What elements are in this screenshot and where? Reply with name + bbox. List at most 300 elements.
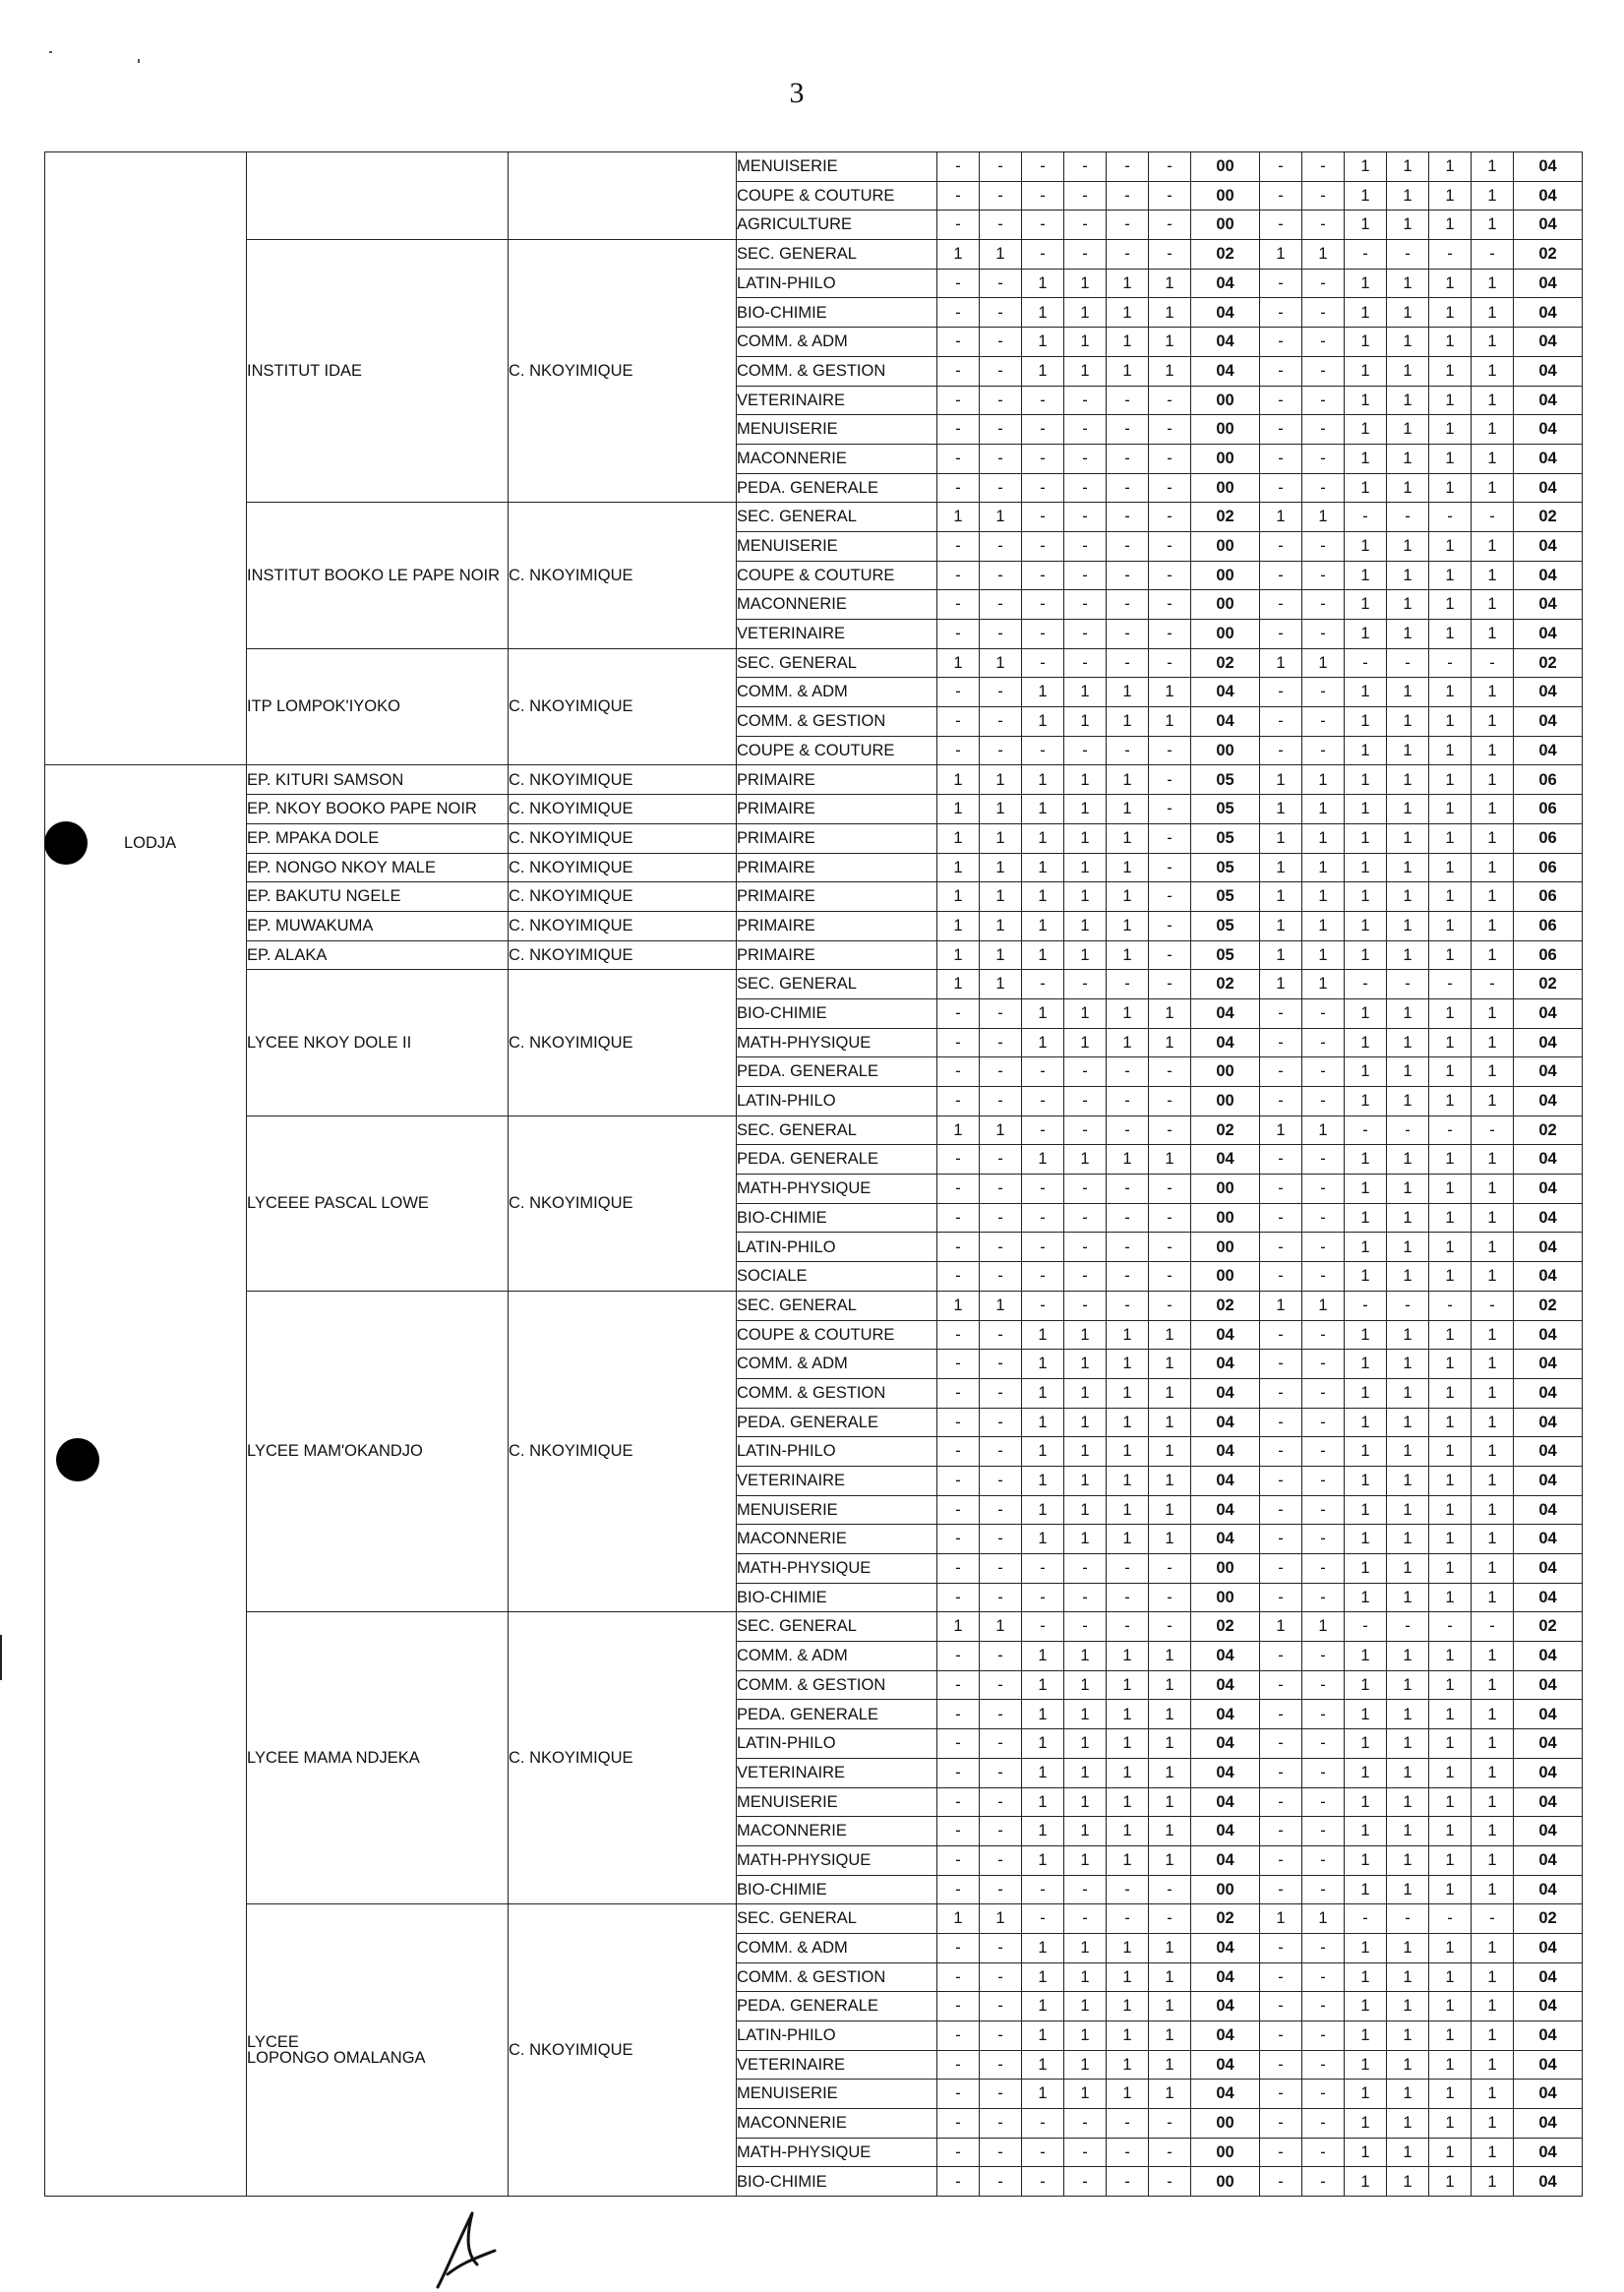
class-cell: 1 xyxy=(1387,1320,1429,1350)
class-cell: - xyxy=(1302,211,1345,240)
class-cell: 1 xyxy=(1149,2050,1191,2080)
regime-name: C. NKOYIMIQUE xyxy=(509,1116,737,1291)
option-name: COMM. & GESTION xyxy=(737,356,937,386)
class-cell: 1 xyxy=(1472,211,1514,240)
regime-name: C. NKOYIMIQUE xyxy=(509,823,737,853)
class-cell: - xyxy=(1022,444,1064,473)
class-cell: - xyxy=(1429,240,1472,270)
class-cell: - xyxy=(980,1525,1022,1554)
total-cell: 04 xyxy=(1514,1845,1583,1875)
class-cell: - xyxy=(937,590,980,620)
class-cell: 1 xyxy=(1345,2167,1387,2197)
class-cell: 1 xyxy=(1022,1408,1064,1437)
total-cell: 04 xyxy=(1191,1408,1260,1437)
class-cell: - xyxy=(1064,211,1107,240)
class-cell: 1 xyxy=(1302,795,1345,824)
school-name: EP. ALAKA xyxy=(247,940,509,970)
class-cell: - xyxy=(1260,1145,1302,1175)
class-cell: - xyxy=(1149,940,1191,970)
class-cell: 1 xyxy=(1064,1320,1107,1350)
class-cell: - xyxy=(1149,911,1191,940)
class-cell: - xyxy=(937,561,980,590)
class-cell: 1 xyxy=(1472,1057,1514,1087)
class-cell: - xyxy=(1260,736,1302,765)
class-cell: 1 xyxy=(1345,1583,1387,1612)
option-name: SEC. GENERAL xyxy=(737,1612,937,1642)
class-cell: - xyxy=(1260,328,1302,357)
class-cell: 1 xyxy=(1064,1028,1107,1057)
class-cell: - xyxy=(1107,415,1149,445)
class-cell: 1 xyxy=(1345,620,1387,649)
class-cell: - xyxy=(1302,356,1345,386)
class-cell: - xyxy=(1149,1087,1191,1116)
class-cell: 1 xyxy=(1022,269,1064,298)
class-cell: 1 xyxy=(1387,2080,1429,2109)
total-cell: 04 xyxy=(1514,1670,1583,1700)
class-cell: 1 xyxy=(1429,1233,1472,1262)
option-name: BIO-CHIMIE xyxy=(737,2167,937,2197)
class-cell: 1 xyxy=(1429,1992,1472,2021)
total-cell: 04 xyxy=(1191,1729,1260,1759)
class-cell: 1 xyxy=(1472,1670,1514,1700)
class-cell: - xyxy=(1387,1904,1429,1934)
class-cell: 1 xyxy=(1260,240,1302,270)
class-cell: 1 xyxy=(1149,1437,1191,1467)
class-cell: - xyxy=(1107,970,1149,999)
class-cell: - xyxy=(1387,1291,1429,1320)
class-cell: - xyxy=(1260,2138,1302,2167)
class-cell: - xyxy=(1107,620,1149,649)
class-cell: - xyxy=(980,1670,1022,1700)
class-cell: - xyxy=(1345,1291,1387,1320)
class-cell: 1 xyxy=(1387,1845,1429,1875)
total-cell: 04 xyxy=(1514,386,1583,415)
class-cell: - xyxy=(1302,1962,1345,1992)
total-cell: 02 xyxy=(1514,1612,1583,1642)
class-cell: 1 xyxy=(1345,1933,1387,1962)
class-cell: - xyxy=(980,1320,1022,1350)
table-row xyxy=(45,911,1583,940)
option-name: COMM. & ADM xyxy=(737,678,937,707)
option-name: BIO-CHIMIE xyxy=(737,1583,937,1612)
regime-name: C. NKOYIMIQUE xyxy=(509,882,737,912)
total-cell: 04 xyxy=(1514,1087,1583,1116)
class-cell: 1 xyxy=(937,1612,980,1642)
regime-name: C. NKOYIMIQUE xyxy=(509,1612,737,1904)
class-cell: - xyxy=(1302,415,1345,445)
class-cell: - xyxy=(980,1817,1022,1846)
table-row xyxy=(45,648,1583,678)
total-cell: 04 xyxy=(1514,1028,1583,1057)
class-cell: - xyxy=(1302,1203,1345,1233)
class-cell: 1 xyxy=(1345,707,1387,737)
class-cell: 1 xyxy=(1387,707,1429,737)
class-cell: 1 xyxy=(1472,1642,1514,1671)
class-cell: 1 xyxy=(1022,1525,1064,1554)
class-cell: 1 xyxy=(1107,1525,1149,1554)
class-cell: 1 xyxy=(1345,678,1387,707)
class-cell: - xyxy=(1064,1057,1107,1087)
class-cell: 1 xyxy=(1472,590,1514,620)
class-cell: 1 xyxy=(1302,970,1345,999)
class-cell: 1 xyxy=(1345,882,1387,912)
class-cell: - xyxy=(1064,1612,1107,1642)
class-cell: 1 xyxy=(1387,1145,1429,1175)
class-cell: 1 xyxy=(1429,1700,1472,1729)
class-cell: 1 xyxy=(1429,152,1472,182)
class-cell: 1 xyxy=(1472,2109,1514,2139)
class-cell: - xyxy=(937,356,980,386)
class-cell: 1 xyxy=(1345,444,1387,473)
class-cell: 1 xyxy=(1429,1817,1472,1846)
class-cell: - xyxy=(1022,736,1064,765)
total-cell: 04 xyxy=(1514,1378,1583,1408)
total-cell: 04 xyxy=(1514,1495,1583,1525)
class-cell: - xyxy=(937,386,980,415)
class-cell: 1 xyxy=(1107,998,1149,1028)
class-cell: 1 xyxy=(1429,2021,1472,2051)
class-cell: 1 xyxy=(1022,1992,1064,2021)
class-cell: - xyxy=(1149,2109,1191,2139)
class-cell: 1 xyxy=(1149,1933,1191,1962)
class-cell: 1 xyxy=(1345,1700,1387,1729)
class-cell: 1 xyxy=(1107,1350,1149,1379)
class-cell: - xyxy=(1302,1525,1345,1554)
class-cell: - xyxy=(1429,648,1472,678)
class-cell: 1 xyxy=(1429,1933,1472,1962)
class-cell: - xyxy=(1429,970,1472,999)
class-cell: - xyxy=(937,1583,980,1612)
regime-name: C. NKOYIMIQUE xyxy=(509,765,737,795)
class-cell: 1 xyxy=(937,823,980,853)
class-cell: - xyxy=(937,2050,980,2080)
class-cell: - xyxy=(1022,386,1064,415)
class-cell: 1 xyxy=(1107,882,1149,912)
class-cell: 1 xyxy=(1302,648,1345,678)
table-row xyxy=(45,1904,1583,1934)
class-cell: 1 xyxy=(1064,1495,1107,1525)
class-cell: - xyxy=(1260,1320,1302,1350)
total-cell: 05 xyxy=(1191,940,1260,970)
option-name: MATH-PHYSIQUE xyxy=(737,2138,937,2167)
class-cell: - xyxy=(980,678,1022,707)
total-cell: 04 xyxy=(1514,1233,1583,1262)
class-cell: - xyxy=(980,1175,1022,1204)
class-cell: - xyxy=(1149,1262,1191,1292)
total-cell: 04 xyxy=(1514,2138,1583,2167)
class-cell: - xyxy=(1260,2167,1302,2197)
class-cell: - xyxy=(1149,648,1191,678)
class-cell: 1 xyxy=(1472,2138,1514,2167)
class-cell: 1 xyxy=(1149,1525,1191,1554)
class-cell: 1 xyxy=(1429,269,1472,298)
class-cell: - xyxy=(937,1962,980,1992)
class-cell: 1 xyxy=(1064,765,1107,795)
class-cell: - xyxy=(1149,853,1191,882)
class-cell: 1 xyxy=(1429,328,1472,357)
option-name: LATIN-PHILO xyxy=(737,1233,937,1262)
class-cell: - xyxy=(1302,707,1345,737)
class-cell: - xyxy=(1260,298,1302,328)
class-cell: 1 xyxy=(1472,707,1514,737)
option-name: VETERINAIRE xyxy=(737,386,937,415)
class-cell: - xyxy=(1022,1875,1064,1904)
class-cell: 1 xyxy=(1345,211,1387,240)
option-name: AGRICULTURE xyxy=(737,211,937,240)
total-cell: 00 xyxy=(1191,386,1260,415)
class-cell: 1 xyxy=(1064,1845,1107,1875)
class-cell: - xyxy=(1107,2138,1149,2167)
school-name: INSTITUT BOOKO LE PAPE NOIR xyxy=(247,503,509,648)
class-cell: 1 xyxy=(1107,1817,1149,1846)
class-cell: 1 xyxy=(1107,1437,1149,1467)
total-cell: 04 xyxy=(1191,2021,1260,2051)
class-cell: - xyxy=(980,152,1022,182)
total-cell: 00 xyxy=(1191,473,1260,503)
class-cell: 1 xyxy=(1022,1787,1064,1817)
class-cell: - xyxy=(1302,1933,1345,1962)
class-cell: 1 xyxy=(1472,1087,1514,1116)
class-cell: 1 xyxy=(1107,1408,1149,1437)
class-cell: 1 xyxy=(1107,356,1149,386)
class-cell: 1 xyxy=(1064,1758,1107,1787)
class-cell: 1 xyxy=(1064,1437,1107,1467)
class-cell: - xyxy=(1260,1525,1302,1554)
total-cell: 00 xyxy=(1191,1175,1260,1204)
class-cell: 1 xyxy=(1472,415,1514,445)
total-cell: 04 xyxy=(1514,1962,1583,1992)
class-cell: 1 xyxy=(1472,531,1514,561)
option-name: MENUISERIE xyxy=(737,531,937,561)
class-cell: 1 xyxy=(1022,1350,1064,1379)
class-cell: 1 xyxy=(1429,1320,1472,1350)
class-cell: 1 xyxy=(1345,2021,1387,2051)
class-cell: 1 xyxy=(1345,1408,1387,1437)
class-cell: - xyxy=(1302,1729,1345,1759)
class-cell: 1 xyxy=(1064,1378,1107,1408)
class-cell: - xyxy=(1149,531,1191,561)
class-cell: - xyxy=(1260,2080,1302,2109)
option-name: VETERINAIRE xyxy=(737,1758,937,1787)
option-name: COMM. & ADM xyxy=(737,1642,937,1671)
class-cell: 1 xyxy=(1472,328,1514,357)
class-cell: 1 xyxy=(937,240,980,270)
class-cell: 1 xyxy=(1345,1057,1387,1087)
total-cell: 00 xyxy=(1191,1554,1260,1584)
option-name: BIO-CHIMIE xyxy=(737,998,937,1028)
option-name: PEDA. GENERALE xyxy=(737,1145,937,1175)
class-cell: - xyxy=(1260,1057,1302,1087)
class-cell: 1 xyxy=(1345,1233,1387,1262)
class-cell: 1 xyxy=(1345,269,1387,298)
class-cell: 1 xyxy=(1345,1145,1387,1175)
option-name: BIO-CHIMIE xyxy=(737,1203,937,1233)
class-cell: - xyxy=(1064,1262,1107,1292)
class-cell: 1 xyxy=(1387,590,1429,620)
class-cell: 1 xyxy=(1429,1028,1472,1057)
class-cell: 1 xyxy=(1149,1320,1191,1350)
class-cell: - xyxy=(1260,211,1302,240)
class-cell: 1 xyxy=(1429,444,1472,473)
total-cell: 06 xyxy=(1514,940,1583,970)
class-cell: 1 xyxy=(980,853,1022,882)
class-cell: 1 xyxy=(1472,1875,1514,1904)
initial-signature xyxy=(418,2203,507,2292)
class-cell: - xyxy=(980,1233,1022,1262)
class-cell: - xyxy=(937,415,980,445)
class-cell: 1 xyxy=(1345,940,1387,970)
option-name: COMM. & GESTION xyxy=(737,707,937,737)
class-cell: 1 xyxy=(1064,1525,1107,1554)
class-cell: - xyxy=(1302,1378,1345,1408)
total-cell: 04 xyxy=(1514,2080,1583,2109)
class-cell: 1 xyxy=(1149,1028,1191,1057)
total-cell: 00 xyxy=(1191,1583,1260,1612)
option-name: MENUISERIE xyxy=(737,2080,937,2109)
school-name: EP. NKOY BOOKO PAPE NOIR xyxy=(247,795,509,824)
class-cell: - xyxy=(980,1437,1022,1467)
class-cell: 1 xyxy=(1107,1495,1149,1525)
class-cell: 1 xyxy=(1302,911,1345,940)
class-cell: - xyxy=(1387,648,1429,678)
class-cell: - xyxy=(937,1378,980,1408)
class-cell: 1 xyxy=(1345,1992,1387,2021)
table-row xyxy=(45,152,1583,182)
class-cell: - xyxy=(1260,1087,1302,1116)
class-cell: - xyxy=(937,473,980,503)
class-cell: 1 xyxy=(1345,1437,1387,1467)
class-cell: - xyxy=(1345,648,1387,678)
class-cell: - xyxy=(1107,1087,1149,1116)
class-cell: - xyxy=(1107,152,1149,182)
class-cell: - xyxy=(1064,473,1107,503)
regime-name: C. NKOYIMIQUE xyxy=(509,940,737,970)
option-name: PRIMAIRE xyxy=(737,940,937,970)
class-cell: 1 xyxy=(1472,853,1514,882)
class-cell: 1 xyxy=(1472,1495,1514,1525)
class-cell: - xyxy=(1260,1700,1302,1729)
total-cell: 05 xyxy=(1191,795,1260,824)
class-cell: - xyxy=(1064,1904,1107,1934)
option-name: MENUISERIE xyxy=(737,152,937,182)
class-cell: 1 xyxy=(1302,765,1345,795)
option-name: LATIN-PHILO xyxy=(737,1437,937,1467)
class-cell: 1 xyxy=(1107,1700,1149,1729)
class-cell: 1 xyxy=(1302,1612,1345,1642)
class-cell: - xyxy=(1064,1583,1107,1612)
class-cell: 1 xyxy=(1107,1992,1149,2021)
class-cell: - xyxy=(1064,561,1107,590)
class-cell: - xyxy=(1064,2167,1107,2197)
class-cell: - xyxy=(1149,473,1191,503)
class-cell: - xyxy=(1260,561,1302,590)
class-cell: 1 xyxy=(1387,1233,1429,1262)
class-cell: - xyxy=(937,1466,980,1495)
class-cell: - xyxy=(1149,386,1191,415)
total-cell: 06 xyxy=(1514,882,1583,912)
class-cell: - xyxy=(1302,2050,1345,2080)
class-cell: - xyxy=(1429,1291,1472,1320)
total-cell: 04 xyxy=(1514,1729,1583,1759)
class-cell: 1 xyxy=(1064,1670,1107,1700)
class-cell: - xyxy=(980,1087,1022,1116)
class-cell: 1 xyxy=(1345,1875,1387,1904)
class-cell: 1 xyxy=(937,503,980,532)
class-cell: 1 xyxy=(1064,2021,1107,2051)
class-cell: 1 xyxy=(1387,1028,1429,1057)
total-cell: 04 xyxy=(1514,1554,1583,1584)
class-cell: - xyxy=(1149,1203,1191,1233)
regime-name: C. NKOYIMIQUE xyxy=(509,853,737,882)
option-name: COMM. & GESTION xyxy=(737,1962,937,1992)
class-cell: - xyxy=(1472,1612,1514,1642)
total-cell: 04 xyxy=(1514,444,1583,473)
class-cell: - xyxy=(1149,181,1191,211)
class-cell: 1 xyxy=(1429,1378,1472,1408)
class-cell: 1 xyxy=(1387,1583,1429,1612)
class-cell: - xyxy=(1064,620,1107,649)
class-cell: - xyxy=(1149,1875,1191,1904)
total-cell: 04 xyxy=(1191,328,1260,357)
total-cell: 04 xyxy=(1514,2167,1583,2197)
class-cell: - xyxy=(980,356,1022,386)
class-cell: 1 xyxy=(1387,328,1429,357)
class-cell: - xyxy=(980,1408,1022,1437)
option-name: COUPE & COUTURE xyxy=(737,561,937,590)
total-cell: 00 xyxy=(1191,1875,1260,1904)
class-cell: 1 xyxy=(1429,1525,1472,1554)
class-cell: 1 xyxy=(1472,1817,1514,1846)
class-cell: 1 xyxy=(1387,386,1429,415)
class-cell: - xyxy=(1302,1028,1345,1057)
class-cell: 1 xyxy=(1022,940,1064,970)
class-cell: - xyxy=(937,269,980,298)
class-cell: - xyxy=(980,269,1022,298)
class-cell: 1 xyxy=(1149,2021,1191,2051)
total-cell: 04 xyxy=(1514,1320,1583,1350)
class-cell: - xyxy=(980,328,1022,357)
class-cell: 1 xyxy=(1429,531,1472,561)
class-cell: - xyxy=(1149,561,1191,590)
class-cell: 1 xyxy=(1260,1291,1302,1320)
option-name: MATH-PHYSIQUE xyxy=(737,1845,937,1875)
table-row xyxy=(45,240,1583,270)
class-cell: 1 xyxy=(1107,2050,1149,2080)
class-cell: 1 xyxy=(1345,298,1387,328)
total-cell: 04 xyxy=(1514,1700,1583,1729)
class-cell: 1 xyxy=(1149,1145,1191,1175)
total-cell: 00 xyxy=(1191,211,1260,240)
class-cell: 1 xyxy=(1022,707,1064,737)
class-cell: 1 xyxy=(1387,1378,1429,1408)
option-name: SOCIALE xyxy=(737,1262,937,1292)
class-cell: - xyxy=(937,1233,980,1262)
class-cell: - xyxy=(1149,415,1191,445)
class-cell: 1 xyxy=(1472,998,1514,1028)
class-cell: - xyxy=(1107,1116,1149,1145)
total-cell: 04 xyxy=(1191,1845,1260,1875)
option-name: MATH-PHYSIQUE xyxy=(737,1028,937,1057)
total-cell: 04 xyxy=(1514,1203,1583,1233)
class-cell: - xyxy=(1345,503,1387,532)
school-name: LYCEE NKOY DOLE II xyxy=(247,970,509,1116)
class-cell: - xyxy=(1022,1116,1064,1145)
class-cell: - xyxy=(980,1845,1022,1875)
class-cell: 1 xyxy=(1107,1378,1149,1408)
class-cell: - xyxy=(980,1933,1022,1962)
class-cell: 1 xyxy=(1472,181,1514,211)
class-cell: 1 xyxy=(1429,561,1472,590)
